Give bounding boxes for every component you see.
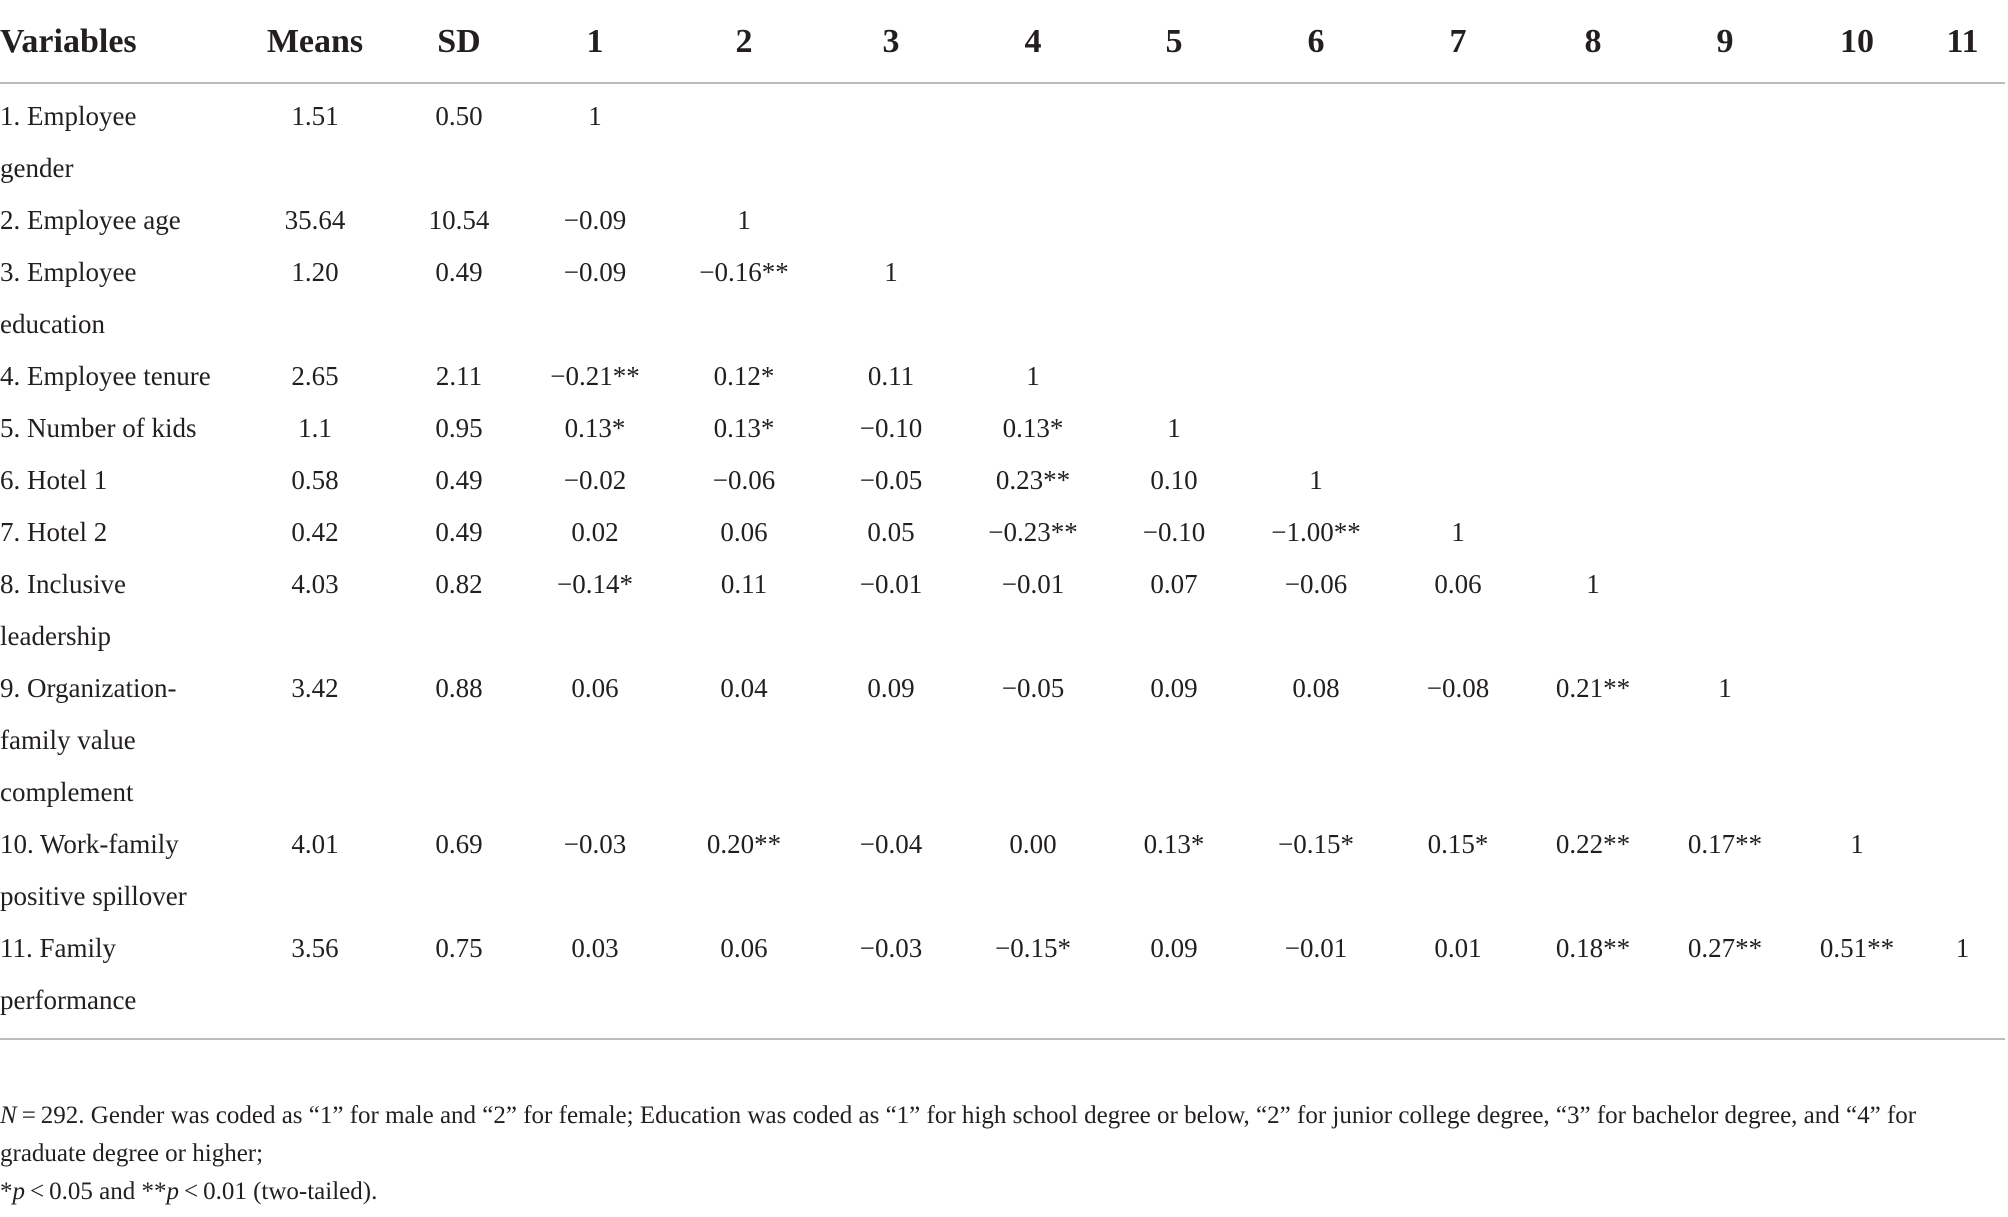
correlation-cell: −0.04 <box>859 829 923 859</box>
footnote-sig-text: < 0.01 (two-tailed). <box>178 1178 378 1205</box>
correlation-cell: 0.05 <box>867 517 915 547</box>
column-header: 8 <box>1530 14 1656 83</box>
variable-label-line: positive spillover <box>0 881 187 911</box>
correlation-cell <box>964 246 1102 350</box>
correlation-cell: 0.22** <box>1555 829 1631 859</box>
correlation-cell: 0.11 <box>867 361 915 391</box>
correlation-cell <box>1656 246 1794 350</box>
correlation-cell <box>1530 350 1656 402</box>
footnote-sample-size <box>0 1097 2000 1173</box>
means-cell: 3.56 <box>232 922 398 1039</box>
correlation-cell <box>1920 402 2005 454</box>
table-body <box>0 83 2005 1039</box>
correlation-cell <box>1920 454 2005 506</box>
correlation-cell: 0.23** <box>995 465 1071 495</box>
sd-cell: 0.69 <box>435 829 483 859</box>
footnote-sig-text: < 0.05 and ** <box>25 1178 167 1205</box>
column-header: Variables <box>0 14 232 83</box>
variable-label-line: 2. Employee age <box>0 205 181 235</box>
correlation-cell: 0.09 <box>1150 673 1198 703</box>
sd-cell: 2.11 <box>435 361 483 391</box>
variable-label-line: complement <box>0 777 134 807</box>
variable-label <box>0 194 232 246</box>
correlation-cell: 0.09 <box>1102 922 1246 1039</box>
correlation-cell <box>1656 402 1794 454</box>
correlation-cell: −0.01 <box>1001 569 1065 599</box>
sd-cell: 0.49 <box>435 517 483 547</box>
correlation-cell: −0.01 <box>1246 922 1386 1039</box>
correlation-cell: 0.03 <box>520 922 670 1039</box>
sd-cell: 0.88 <box>435 673 483 703</box>
variable-label <box>0 83 232 194</box>
sd-cell: 0.82 <box>435 569 483 599</box>
correlation-cell: −0.03 <box>563 829 627 859</box>
column-header: 11 <box>1920 14 2005 83</box>
footnote-significance <box>0 1173 2000 1211</box>
column-header: 2 <box>670 14 818 83</box>
correlation-cell <box>1386 350 1530 402</box>
table-row <box>0 83 2005 194</box>
column-header: 7 <box>1386 14 1530 83</box>
means-cell: 1.51 <box>291 101 339 131</box>
correlation-cell: 1 <box>1586 569 1600 599</box>
footnote-coding-text: = 292. Gender was coded as “1” for male and “2” for female; Education was coded as “1” for high school degree or below, “2” for junior college degree, “3” for bachelor degree, and “4” for graduate degree or higher; <box>0 1102 1917 1167</box>
column-header: 9 <box>1656 14 1794 83</box>
correlation-cell: −0.15* <box>964 922 1102 1039</box>
correlation-cell: 0.04 <box>720 673 768 703</box>
correlation-cell: 0.11 <box>720 569 768 599</box>
correlation-cell: −0.08 <box>1426 673 1490 703</box>
variable-label <box>0 922 232 1039</box>
table-header <box>0 14 2005 83</box>
means-cell: 4.01 <box>291 829 339 859</box>
correlation-cell: −0.16** <box>699 257 789 287</box>
sd-cell: 0.49 <box>435 257 483 287</box>
correlation-cell <box>1920 246 2005 350</box>
correlation-cell: 0.17** <box>1687 829 1763 859</box>
correlation-cell <box>1246 83 1386 194</box>
correlation-cell <box>670 83 818 194</box>
correlation-cell <box>1530 83 1656 194</box>
correlation-cell: 1 <box>1850 829 1864 859</box>
means-cell: 3.42 <box>291 673 339 703</box>
footnote-star: * <box>0 1178 13 1205</box>
correlation-cell: −0.15* <box>1278 829 1354 859</box>
correlation-cell: 0.18** <box>1530 922 1656 1039</box>
column-header: 4 <box>964 14 1102 83</box>
correlation-cell: 1 <box>1451 517 1465 547</box>
correlation-cell: −0.10 <box>1142 517 1206 547</box>
table-row <box>0 402 2005 454</box>
variable-label-line: leadership <box>0 621 111 651</box>
variable-label <box>0 818 232 922</box>
correlation-cell: −1.00** <box>1271 517 1361 547</box>
column-header: 1 <box>520 14 670 83</box>
correlation-cell <box>1794 454 1920 506</box>
correlation-cell <box>1102 83 1246 194</box>
correlation-table <box>0 14 2005 1040</box>
column-header: SD <box>398 14 520 83</box>
correlation-cell <box>1656 83 1794 194</box>
correlation-cell <box>818 194 964 246</box>
correlation-cell <box>1794 194 1920 246</box>
correlation-cell: −0.05 <box>859 465 923 495</box>
variable-label-line: 6. Hotel 1 <box>0 465 108 495</box>
correlation-cell: 1 <box>1026 361 1040 391</box>
means-cell: 1.1 <box>298 413 332 443</box>
variable-label-line: 5. Number of kids <box>0 413 197 443</box>
variable-label-line: gender <box>0 153 74 183</box>
variable-label-line: 8. Inclusive <box>0 569 126 599</box>
correlation-cell <box>1656 454 1794 506</box>
correlation-cell <box>1246 194 1386 246</box>
correlation-cell: 1 <box>1920 922 2005 1039</box>
variable-label-line: 9. Organization- <box>0 673 177 703</box>
correlation-cell <box>1530 506 1656 558</box>
correlation-cell <box>1920 83 2005 194</box>
variable-label <box>0 246 232 350</box>
correlation-cell <box>818 83 964 194</box>
correlation-cell <box>1920 818 2005 922</box>
correlation-cell <box>1656 194 1794 246</box>
correlation-cell: −0.09 <box>563 205 627 235</box>
correlation-cell <box>1656 558 1794 662</box>
table-row <box>0 246 2005 350</box>
correlation-cell <box>1386 402 1530 454</box>
sd-cell: 0.49 <box>435 465 483 495</box>
correlation-cell: −0.06 <box>712 465 776 495</box>
correlation-cell: 0.06 <box>720 517 768 547</box>
correlation-cell <box>1794 662 1920 818</box>
correlation-cell: 0.06 <box>1434 569 1482 599</box>
table-row <box>0 454 2005 506</box>
correlation-cell <box>1530 454 1656 506</box>
correlation-cell: −0.09 <box>563 257 627 287</box>
variable-label <box>0 454 232 506</box>
correlation-cell: −0.23** <box>988 517 1078 547</box>
means-cell: 0.42 <box>291 517 339 547</box>
table-row <box>0 194 2005 246</box>
means-cell: 2.65 <box>291 361 339 391</box>
correlation-cell: −0.01 <box>859 569 923 599</box>
correlation-cell: 0.02 <box>571 517 619 547</box>
correlation-cell <box>1530 194 1656 246</box>
correlation-cell: 1 <box>737 205 751 235</box>
means-cell: 1.20 <box>291 257 339 287</box>
footnote-n-symbol: N <box>0 1102 17 1129</box>
correlation-cell <box>1920 194 2005 246</box>
correlation-cell: 0.07 <box>1150 569 1198 599</box>
correlation-cell: 0.12* <box>713 361 775 391</box>
correlation-cell <box>1246 246 1386 350</box>
header-row <box>0 14 2005 83</box>
correlation-cell <box>1656 506 1794 558</box>
correlation-cell <box>1794 246 1920 350</box>
correlation-cell <box>1794 402 1920 454</box>
correlation-cell <box>964 83 1102 194</box>
variable-label <box>0 558 232 662</box>
correlation-cell <box>1386 83 1530 194</box>
correlation-cell: −0.02 <box>563 465 627 495</box>
correlation-cell: 1 <box>1718 673 1732 703</box>
correlation-cell: 0.09 <box>867 673 915 703</box>
column-header: 3 <box>818 14 964 83</box>
correlation-cell: −0.14* <box>557 569 633 599</box>
correlation-cell <box>1102 350 1246 402</box>
column-header: 5 <box>1102 14 1246 83</box>
sd-cell: 10.54 <box>428 205 490 235</box>
correlation-cell <box>1794 506 1920 558</box>
table-row <box>0 818 2005 922</box>
correlation-cell <box>1794 558 1920 662</box>
correlation-cell <box>1920 506 2005 558</box>
footnote-p-symbol: p <box>12 1178 25 1205</box>
correlation-cell: 0.08 <box>1292 673 1340 703</box>
variable-label <box>0 350 232 402</box>
variable-label <box>0 402 232 454</box>
variable-label <box>0 506 232 558</box>
table-footnote <box>0 1097 2000 1211</box>
table-row <box>0 662 2005 818</box>
correlation-cell: 0.51** <box>1794 922 1920 1039</box>
correlation-cell <box>1386 194 1530 246</box>
correlation-cell <box>1794 350 1920 402</box>
means-cell: 4.03 <box>291 569 339 599</box>
column-header: 10 <box>1794 14 1920 83</box>
correlation-cell <box>1102 246 1246 350</box>
variable-label-line: 1. Employee <box>0 101 137 131</box>
correlation-cell: 0.27** <box>1656 922 1794 1039</box>
variable-label-line: family value <box>0 725 136 755</box>
variable-label-line: education <box>0 309 105 339</box>
correlation-cell: 0.06 <box>670 922 818 1039</box>
correlation-cell <box>1794 83 1920 194</box>
correlation-cell: 0.20** <box>706 829 782 859</box>
correlation-cell: 0.13* <box>713 413 775 443</box>
correlation-cell <box>1530 402 1656 454</box>
correlation-cell: 0.15* <box>1427 829 1489 859</box>
table-row <box>0 922 2005 1039</box>
correlation-cell <box>1246 350 1386 402</box>
correlation-cell: 0.10 <box>1150 465 1198 495</box>
column-header: Means <box>232 14 398 83</box>
correlation-cell <box>1656 350 1794 402</box>
variable-label-line: 10. Work-family <box>0 829 179 859</box>
correlation-cell: 1 <box>588 101 602 131</box>
correlation-cell: 0.21** <box>1555 673 1631 703</box>
correlation-cell: −0.21** <box>550 361 640 391</box>
means-cell: 0.58 <box>291 465 339 495</box>
variable-label <box>0 662 232 818</box>
correlation-cell <box>1386 454 1530 506</box>
variable-label-line: 3. Employee <box>0 257 137 287</box>
footnote-p-symbol: p <box>166 1178 179 1205</box>
correlation-cell: 0.00 <box>1009 829 1057 859</box>
correlation-cell: 1 <box>1309 465 1323 495</box>
sd-cell: 0.50 <box>435 101 483 131</box>
correlation-cell <box>1246 402 1386 454</box>
correlation-cell <box>1102 194 1246 246</box>
table-row <box>0 350 2005 402</box>
table-row <box>0 558 2005 662</box>
variable-label-line: performance <box>0 985 137 1015</box>
sd-cell: 0.95 <box>435 413 483 443</box>
correlation-cell: −0.03 <box>818 922 964 1039</box>
column-header: 6 <box>1246 14 1386 83</box>
correlation-cell: 0.13* <box>1143 829 1205 859</box>
sd-cell: 0.75 <box>398 922 520 1039</box>
correlation-cell <box>1920 558 2005 662</box>
correlation-cell: 1 <box>1167 413 1181 443</box>
correlation-cell <box>1386 246 1530 350</box>
correlation-cell: −0.10 <box>859 413 923 443</box>
correlation-cell: −0.05 <box>1001 673 1065 703</box>
means-cell: 35.64 <box>284 205 346 235</box>
correlation-cell: 1 <box>884 257 898 287</box>
correlation-cell <box>1920 662 2005 818</box>
correlation-cell: 0.13* <box>1002 413 1064 443</box>
correlation-cell: 0.13* <box>564 413 626 443</box>
variable-label-line: 11. Family <box>0 933 117 963</box>
table-row <box>0 506 2005 558</box>
correlation-cell: 0.01 <box>1386 922 1530 1039</box>
correlation-cell <box>1530 246 1656 350</box>
correlation-cell: −0.06 <box>1284 569 1348 599</box>
variable-label-line: 4. Employee tenure <box>0 361 211 391</box>
correlation-cell <box>964 194 1102 246</box>
variable-label-line: 7. Hotel 2 <box>0 517 108 547</box>
correlation-cell: 0.06 <box>571 673 619 703</box>
correlation-cell <box>1920 350 2005 402</box>
